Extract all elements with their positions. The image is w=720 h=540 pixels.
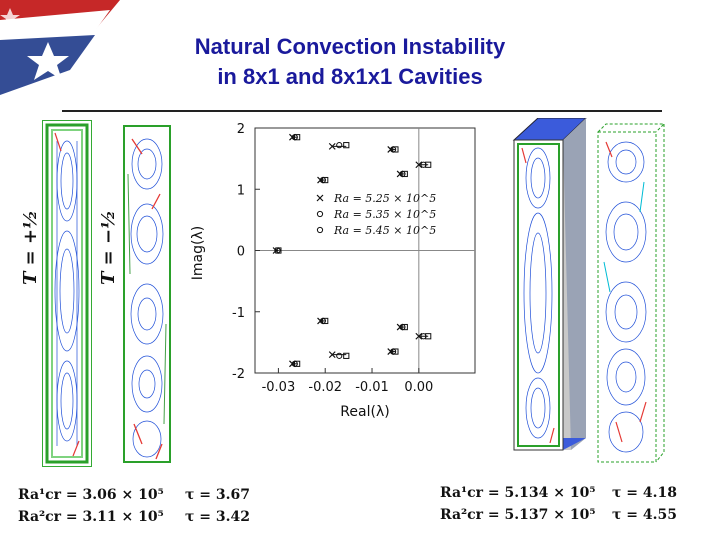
tau-3d xyxy=(612,482,677,526)
title-line-1: Natural Convection Instability xyxy=(194,34,506,59)
ra1-3d: Ra¹cr = 5.134 × 10⁵ xyxy=(440,485,596,501)
streamline-panel-3d xyxy=(596,122,666,470)
legend-label: Ra = 5.35 × 10^5 xyxy=(334,208,437,221)
title-divider xyxy=(62,110,662,112)
y-tick-label: 2 xyxy=(236,122,245,137)
tau1-2d: τ = 3.67 xyxy=(185,487,250,503)
flag-logo xyxy=(0,0,120,100)
x-tick-label: -0.01 xyxy=(355,380,389,395)
tau2-2d: τ = 3.42 xyxy=(185,509,250,525)
y-tick-label: 0 xyxy=(236,244,245,260)
legend-label: Ra = 5.25 × 10^5 xyxy=(334,192,437,205)
title-line-2: in 8x1 and 8x1x1 Cavities xyxy=(217,64,483,89)
legend-label: Ra = 5.45 × 10^5 xyxy=(334,224,437,237)
x-tick-label: -0.02 xyxy=(308,380,343,395)
y-tick-label: 1 xyxy=(236,183,245,199)
hot-wall-label: T = +½ xyxy=(20,210,41,285)
results-3d xyxy=(440,482,595,526)
results-2d xyxy=(18,484,164,528)
streamline-panel-2d-b xyxy=(122,124,172,464)
streamline-panel-2d-a xyxy=(42,120,92,467)
x-tick-label: 0.00 xyxy=(404,380,434,395)
tau1-3d: τ = 4.18 xyxy=(612,485,677,501)
cold-wall-label: T = −½ xyxy=(98,210,119,285)
tau2-3d: τ = 4.55 xyxy=(612,507,677,523)
x-axis-label: Real(λ) xyxy=(340,404,390,420)
tau-2d xyxy=(185,484,250,528)
slide-title xyxy=(130,32,570,92)
x-tick-label: -0.03 xyxy=(261,380,296,395)
ra1-2d: Ra¹cr = 3.06 × 10⁵ xyxy=(18,487,164,503)
eigenvalue-chart xyxy=(180,118,490,428)
ra2-3d: Ra²cr = 5.137 × 10⁵ xyxy=(440,507,596,523)
streamline-box-3d xyxy=(508,118,588,468)
y-tick-label: -2 xyxy=(232,367,245,382)
y-tick-label: -1 xyxy=(232,305,245,321)
y-axis-label: Imag(λ) xyxy=(190,225,206,281)
ra2-2d: Ra²cr = 3.11 × 10⁵ xyxy=(18,509,164,525)
